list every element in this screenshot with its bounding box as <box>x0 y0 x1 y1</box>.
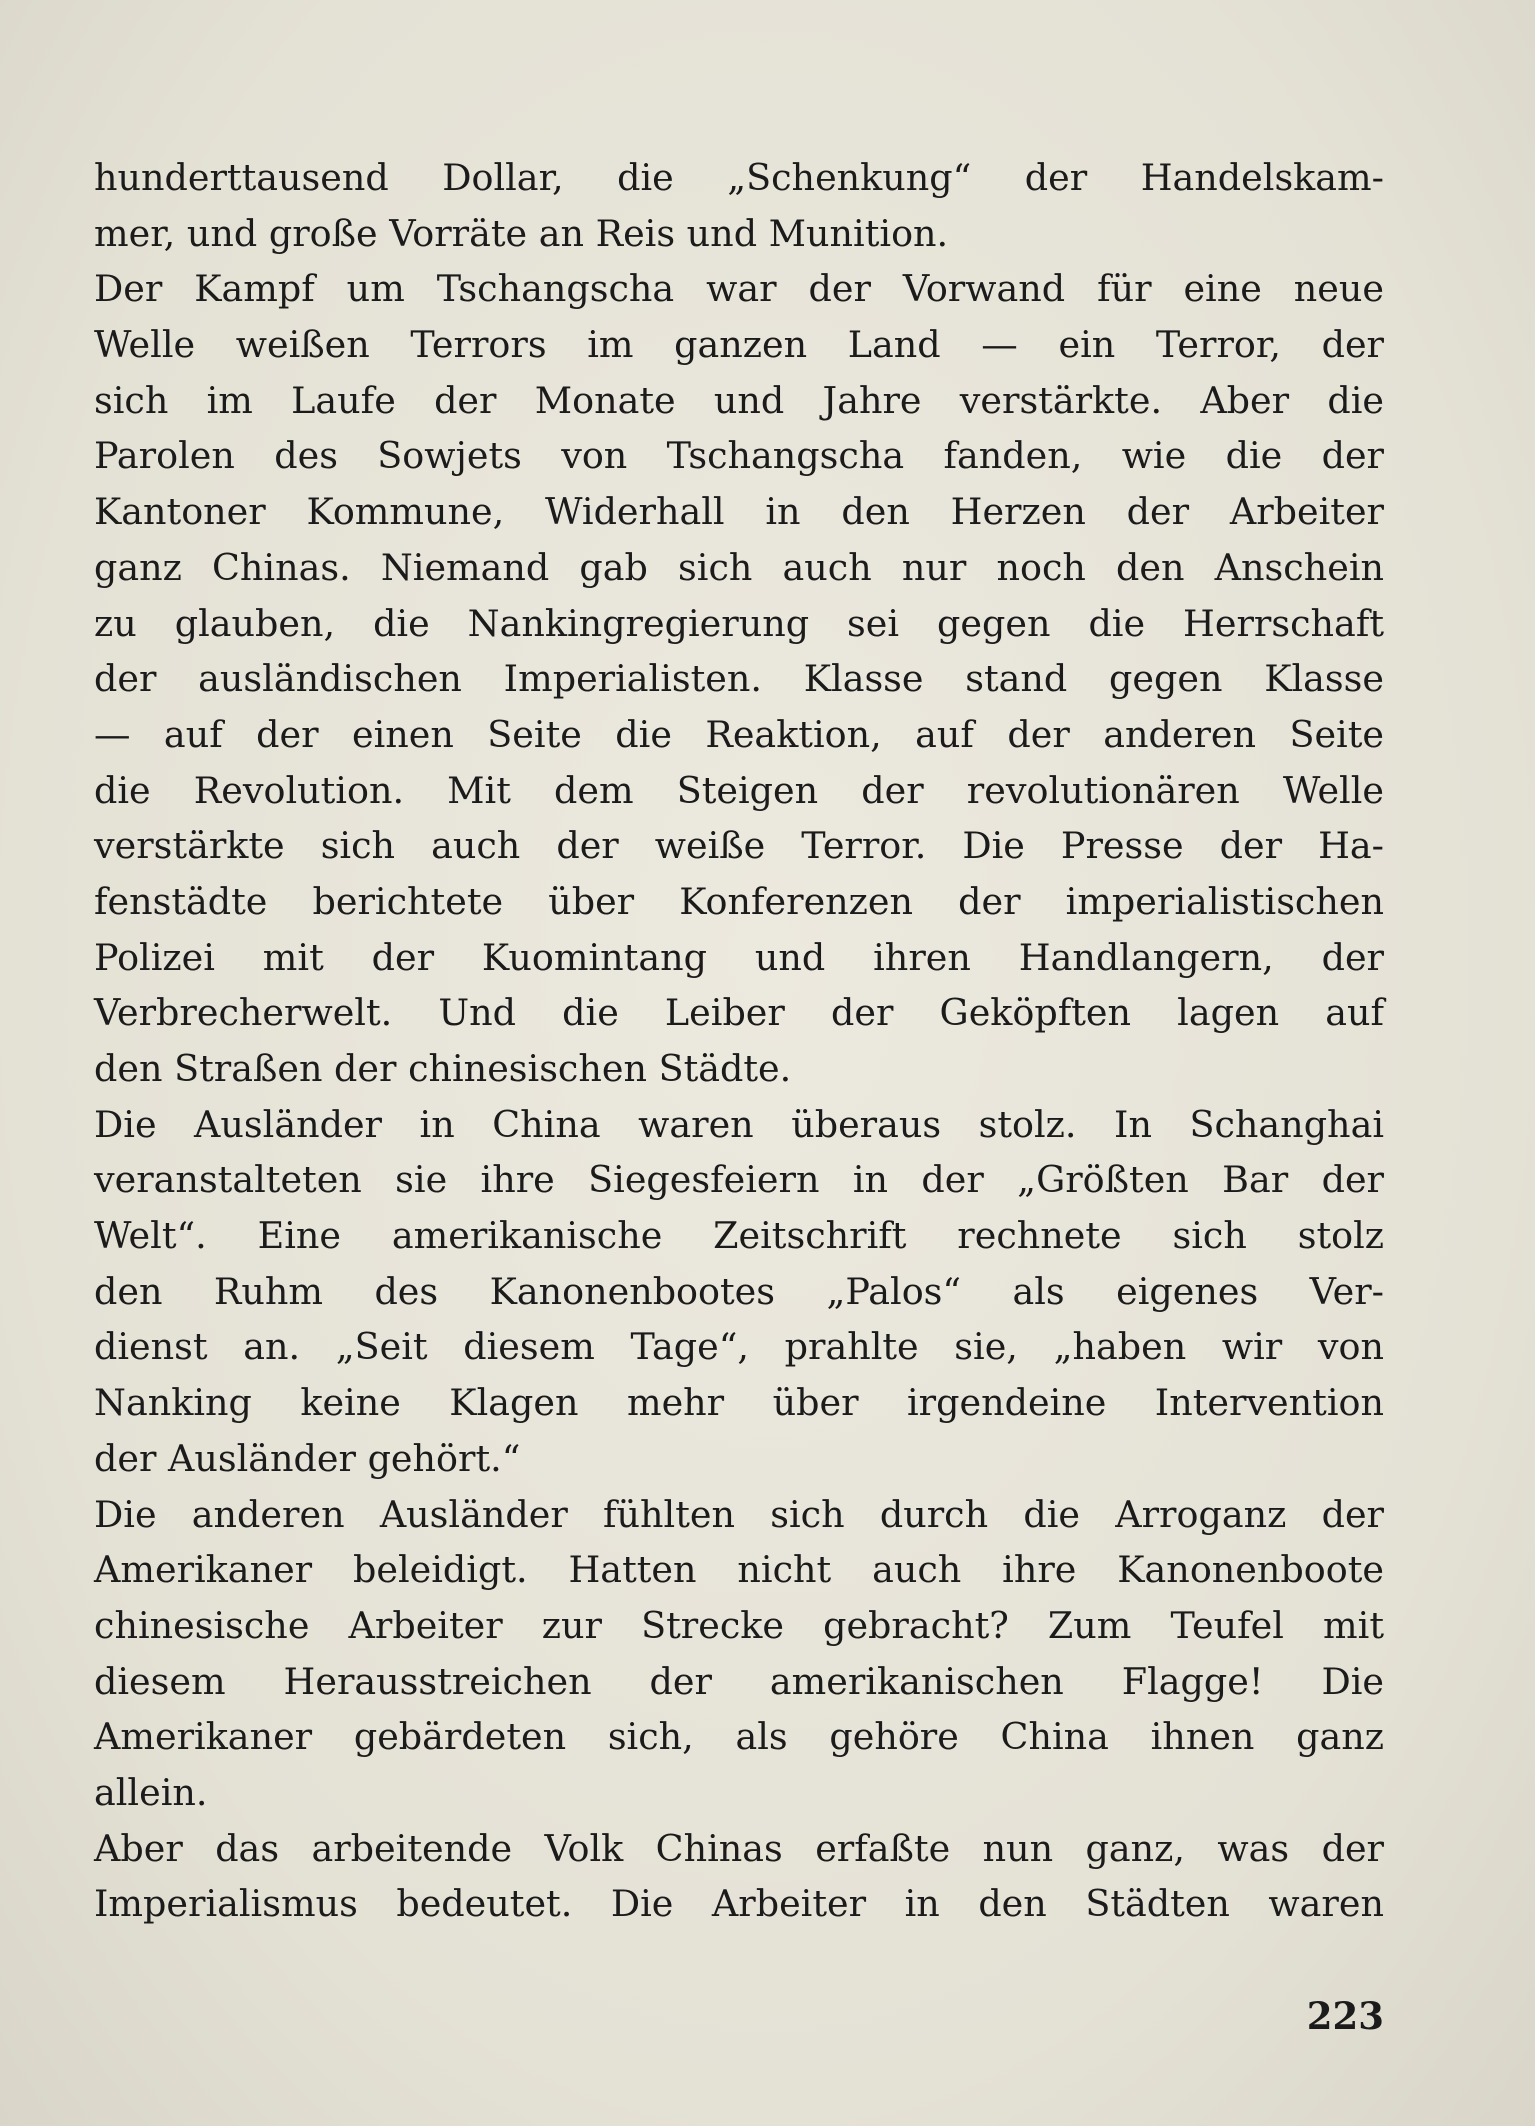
text-line: Imperialismus bedeutet. Die Arbeiter in den Städten waren <box>94 1882 1384 1926</box>
text-line: chinesische Arbeiter zur Strecke gebracht? Zum Teufel mit <box>94 1603 1384 1647</box>
text-line: die Revolution. Mit dem Steigen der revolutionären Welle <box>94 768 1384 812</box>
text-line: Der Kampf um Tschangscha war der Vorwand für eine neue <box>94 267 1384 311</box>
text-line: Welle weißen Terrors im ganzen Land — ein Terror, der <box>94 323 1384 367</box>
text-line: der ausländischen Imperialisten. Klasse stand gegen Klasse <box>94 657 1384 701</box>
text-line: allein. <box>94 1770 208 1814</box>
page-number: 223 <box>1306 1994 1384 2038</box>
text-line: Amerikaner beleidigt. Hatten nicht auch ihre Kanonenboote <box>94 1548 1384 1592</box>
text-line: Kantoner Kommune, Widerhall in den Herzen der Arbeiter <box>94 490 1384 534</box>
text-line: Verbrecherwelt. Und die Leiber der Geköpften lagen auf <box>94 991 1384 1035</box>
text-line: verstärkte sich auch der weiße Terror. Die Presse der Ha- <box>94 824 1384 868</box>
text-line: Welt“. Eine amerikanische Zeitschrift rechnete sich stolz <box>94 1214 1384 1258</box>
text-line: Die Ausländer in China waren überaus stolz. In Schanghai <box>94 1102 1384 1146</box>
text-line: dienst an. „Seit diesem Tage“, prahlte sie, „haben wir von <box>94 1325 1384 1369</box>
text-line: diesem Herausstreichen der amerikanischen Flagge! Die <box>94 1659 1384 1703</box>
text-line: Parolen des Sowjets von Tschangscha fanden, wie die der <box>94 434 1384 478</box>
text-line: — auf der einen Seite die Reaktion, auf der anderen Seite <box>94 712 1384 756</box>
text-line: hunderttausend Dollar, die „Schenkung“ der Handelskam- <box>94 156 1384 199</box>
text-line: mer, und große Vorräte an Reis und Munition. <box>94 211 949 255</box>
text-line: Amerikaner gebärdeten sich, als gehöre China ihnen ganz <box>94 1715 1384 1759</box>
body-text <box>94 150 1384 1932</box>
text-line: Aber das arbeitende Volk Chinas erfaßte nun ganz, was der <box>94 1826 1384 1870</box>
text-line: ganz Chinas. Niemand gab sich auch nur noch den Anschein <box>94 545 1384 589</box>
text-line: Die anderen Ausländer fühlten sich durch die Arroganz der <box>94 1492 1384 1536</box>
text-line: den Ruhm des Kanonenbootes „Palos“ als eigenes Ver- <box>94 1269 1384 1313</box>
text-line: den Straßen der chinesischen Städte. <box>94 1047 792 1090</box>
text-line: der Ausländer gehört.“ <box>94 1436 521 1480</box>
text-line: sich im Laufe der Monate und Jahre verstärkte. Aber die <box>94 378 1384 422</box>
text-line: zu glauben, die Nankingregierung sei gegen die Herrschaft <box>94 601 1384 645</box>
text-line: Nanking keine Klagen mehr über irgendeine Intervention <box>94 1381 1384 1425</box>
text-line: Polizei mit der Kuomintang und ihren Handlangern, der <box>94 935 1384 979</box>
text-line: veranstalteten sie ihre Siegesfeiern in der „Größten Bar der <box>94 1158 1384 1202</box>
text-line: fenstädte berichtete über Konferenzen der imperialistischen <box>94 879 1384 923</box>
